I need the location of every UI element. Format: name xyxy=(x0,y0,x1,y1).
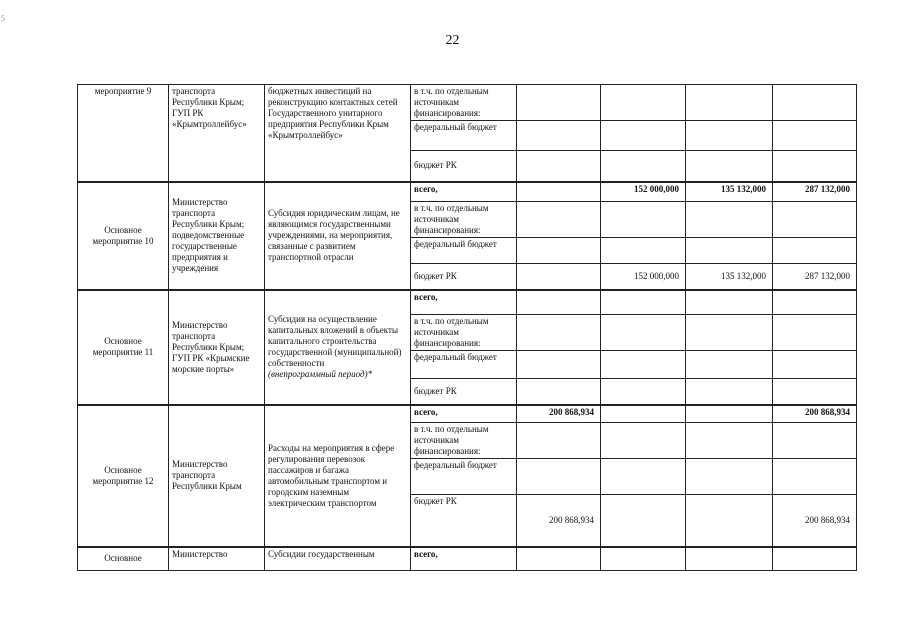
description-note: (внепрограммный период)* xyxy=(268,369,373,379)
source-federal: федеральный бюджет xyxy=(411,238,517,264)
executor-cell: Министерство xyxy=(169,547,265,571)
measure-name: мероприятие 9 xyxy=(78,85,169,182)
table-row xyxy=(78,290,857,315)
description-cell: Расходы на мероприятия в сфере регулирования перевозок пассажиров и багажа автомобильным транспортом и городским наземным электрическим транспортом xyxy=(265,405,411,547)
source-total: всего, xyxy=(411,547,517,571)
table-row xyxy=(78,405,857,423)
measure-name: Основное мероприятие 10 xyxy=(78,182,169,290)
value-cell: 200 868,934 xyxy=(517,405,601,423)
measure-name: Основное мероприятие 12 xyxy=(78,405,169,547)
source-rk: бюджет РК xyxy=(411,379,517,405)
source-rk: бюджет РК xyxy=(411,151,517,182)
source-federal: федеральный бюджет xyxy=(411,351,517,379)
value-cell: 135 132,000 xyxy=(686,182,773,202)
value-cell: 135 132,000 xyxy=(686,264,773,290)
executor-cell: Министерство транспорта Республики Крым; подведомственные государственные предприятия и учреждения xyxy=(169,182,265,290)
table-row xyxy=(78,182,857,202)
value-cell: 287 132,000 xyxy=(773,182,857,202)
value-cell: 200 868,934 xyxy=(773,495,857,547)
source-federal: федеральный бюджет xyxy=(411,121,517,151)
executor-cell: Министерство транспорта Республики Крым xyxy=(169,405,265,547)
description-text: Субсидия на осуществление капитальных вложений в объекты капитального строительства государственной (муниципальной) собственности xyxy=(268,314,402,368)
measure-name: Основное xyxy=(78,547,169,571)
description-cell xyxy=(265,290,411,405)
value-cell: 200 868,934 xyxy=(517,495,601,547)
description-cell: Субсидии государственным xyxy=(265,547,411,571)
value-cell: 200 868,934 xyxy=(773,405,857,423)
source-rk: бюджет РК xyxy=(411,495,517,547)
measure-name: Основное мероприятие 11 xyxy=(78,290,169,405)
source-separate: в т.ч. по отдельным источникам финансирования: xyxy=(411,85,517,121)
source-total: всего, xyxy=(411,405,517,423)
executor-cell: Министерство транспорта Республики Крым; ГУП РК «Крымские морские порты» xyxy=(169,290,265,405)
table-row xyxy=(78,547,857,571)
description-cell: Субсидия юридическим лицам, не являющимся государственными учреждениями, на мероприятия, связанные с развитием транспортной отрасли xyxy=(265,182,411,290)
budget-table xyxy=(77,84,857,571)
value-cell: 287 132,000 xyxy=(773,264,857,290)
value-cell: 152 000,000 xyxy=(601,264,686,290)
value-cell: 152 000,000 xyxy=(601,182,686,202)
page-number: 22 xyxy=(445,33,460,48)
edge-mark: 5 xyxy=(1,14,5,23)
source-separate: в т.ч. по отдельным источникам финансирования: xyxy=(411,202,517,238)
source-total: всего, xyxy=(411,182,517,202)
source-federal: федеральный бюджет xyxy=(411,459,517,495)
description-cell: бюджетных инвестиций на реконструкцию контактных сетей Государственного унитарного предприятия Республики Крым «Крымтроллейбус» xyxy=(265,85,411,182)
source-separate: в т.ч. по отдельным источникам финансирования: xyxy=(411,423,517,459)
source-rk: бюджет РК xyxy=(411,264,517,290)
source-separate: в т.ч. по отдельным источникам финансирования: xyxy=(411,315,517,351)
table-row xyxy=(78,85,857,121)
executor-cell: транспорта Республики Крым; ГУП РК «Крымтроллейбус» xyxy=(169,85,265,182)
source-total: всего, xyxy=(411,290,517,315)
